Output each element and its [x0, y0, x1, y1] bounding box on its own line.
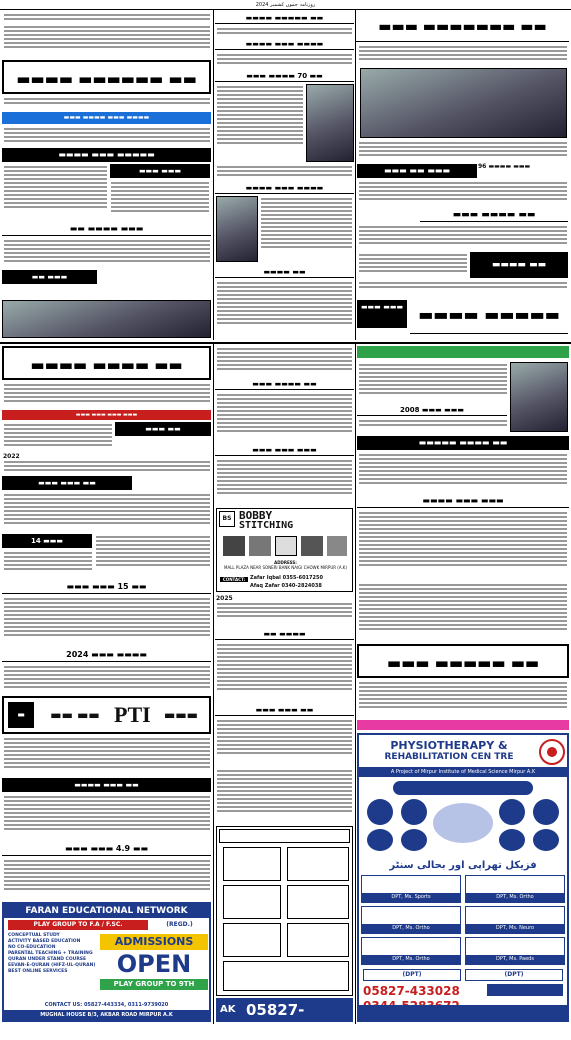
article-text — [358, 452, 568, 492]
doctor-card — [223, 847, 281, 881]
bs-logo-icon: BS — [219, 511, 235, 527]
headline-bar: ▬▬▬ ▬▬ — [115, 422, 211, 436]
article-text — [3, 24, 211, 58]
doctor-title: DPT, Ms. Neuro — [466, 924, 564, 933]
doctor-title: DPT, Ms. Paeds — [466, 955, 564, 964]
faran-education-ad — [2, 902, 211, 1022]
article-text — [358, 44, 568, 66]
feature-item: NO CO-EDUCATION — [8, 945, 56, 950]
headline-top-right: ▬▬▬ ▬▬▬▬▬▬▬ ▬▬ — [356, 12, 569, 42]
bobby-name: BOBBY — [239, 509, 273, 522]
number-2024: 2024 — [66, 650, 89, 659]
headline: ▬▬▬▬ ▬▬ — [215, 266, 354, 278]
number-2025: 2025 — [216, 595, 233, 602]
article-text — [110, 180, 210, 220]
article-text — [358, 582, 568, 642]
article-text — [3, 794, 211, 840]
ad-title — [219, 829, 350, 843]
headline-bar: ▬▬ ▬▬▬ — [2, 270, 97, 284]
article-text — [358, 180, 568, 206]
admissions-label: ADMISSIONS — [100, 934, 208, 950]
headline-box: ▬▬▬ ▬▬▬ — [357, 300, 407, 328]
doctor-card — [287, 885, 349, 919]
contact-1: Zafar Iqbal 0355-6017250 — [250, 575, 323, 581]
headline: ▬▬▬ ▬▬▬▬ ▬▬ — [215, 378, 354, 390]
headline: ▬▬▬ ▬▬▬ ▬▬▬ — [215, 444, 354, 456]
doctor-card — [287, 923, 349, 957]
article-text — [3, 422, 113, 452]
feature-item: EEVAN-E-QURAN (HIFZ-UL-QURAN) — [8, 963, 96, 968]
feature-item: ACTIVITY BASED EDUCATION — [8, 939, 81, 944]
article-text — [216, 52, 353, 68]
contact-2: Afaq Zafar 0340-2824038 — [250, 583, 322, 589]
medical-complex-ad — [216, 826, 353, 996]
headline-large: ▬▬▬▬ ▬▬▬▬▬ — [410, 296, 568, 334]
column-divider — [355, 10, 356, 340]
service-icon — [533, 829, 559, 851]
doctor-title: DPT, Ms. Ortho — [362, 955, 460, 964]
article-text — [216, 718, 353, 766]
article-text — [358, 362, 508, 402]
feature-item: CONCEPTUAL STUDY — [8, 933, 60, 938]
number-2022: 2022 — [3, 453, 20, 460]
article-text — [3, 664, 211, 694]
article-text — [358, 224, 568, 250]
doctor-card — [361, 906, 461, 934]
faran-contact: CONTACT US: 05827-443334, 0311-9739020 — [44, 1002, 169, 1008]
doctor-card — [361, 937, 461, 965]
headline-boxed: ▬▬▬ ▬▬▬▬▬ ▬▬ — [357, 644, 569, 678]
pti-word: PTI — [114, 702, 151, 727]
article-text — [3, 736, 211, 776]
article-text — [216, 164, 353, 180]
logo-icon — [539, 739, 565, 765]
headline: ▬▬▬ ▬▬▬▬ ▬▬ — [420, 208, 568, 222]
address-label: ADDRESS: — [274, 560, 297, 565]
headline: ▬▬▬ ▬▬▬ 15 ▬▬ — [2, 580, 211, 594]
article-text — [95, 534, 211, 578]
feature-item: PARENTAL TEACHING + TRAINING — [8, 951, 93, 956]
doctor-card — [223, 961, 349, 991]
article-text — [3, 492, 211, 532]
portrait-photo — [216, 196, 258, 262]
article-text — [358, 510, 568, 580]
service-icon — [367, 799, 393, 825]
article-text — [358, 680, 568, 716]
physio-title-2: REHABILITATION CEN TRE — [384, 752, 514, 762]
pti-side-label: ▬ — [8, 702, 34, 728]
faran-subtitle: PLAY GROUP TO F.A / F.SC. — [8, 920, 148, 930]
n96-line: 96 ▬▬▬▬ ▬▬▬ — [478, 163, 531, 170]
article-text — [216, 458, 353, 506]
article-text — [3, 596, 211, 646]
article-text — [3, 454, 211, 474]
red-headline: ▬▬▬ ▬▬▬ ▬▬▬ ▬▬▬ — [2, 410, 211, 420]
green-banner — [357, 346, 569, 358]
headline-bar: ▬▬▬ ▬▬▬ ▬▬ — [2, 476, 132, 490]
headline: ▬▬ ▬▬▬▬ ▬▬▬ — [2, 222, 211, 236]
pti-headline-box — [2, 696, 211, 734]
doctor-card — [465, 906, 565, 934]
number-96: 96 — [478, 163, 487, 170]
headline: ▬▬ ▬▬▬▬ — [215, 628, 354, 640]
headline-bar: ▬▬▬ ▬▬▬ — [110, 164, 210, 178]
number-15: 15 — [117, 582, 129, 591]
headline: 2008 ▬▬▬ ▬▬▬ — [357, 404, 507, 416]
article-text — [3, 126, 211, 146]
article-text — [3, 858, 211, 900]
headline: ▬▬▬ ▬▬▬ ▬▬ — [215, 704, 354, 716]
headline-boxed: ▬▬▬▬ ▬▬▬▬ ▬▬ — [2, 346, 211, 380]
doctor-card — [287, 847, 349, 881]
portrait-photo — [306, 84, 354, 162]
service-icon — [499, 799, 525, 825]
article-text — [216, 280, 353, 336]
shirt-icon — [327, 536, 347, 556]
article-text — [216, 392, 353, 442]
column-divider — [213, 10, 214, 340]
physio-urdu-title: فزیکل تھراپی اور بحالی سنٹر — [389, 860, 537, 871]
pti-headline-text: ▬▬▬ — [163, 708, 198, 722]
range-label: PLAY GROUP TO 9TH — [100, 979, 208, 990]
services-title — [393, 781, 533, 795]
contact-label: CONTACT: — [220, 577, 248, 582]
article-text — [216, 642, 353, 702]
doctors-grid — [361, 875, 565, 965]
faran-title: FARAN EDUCATIONAL NETWORK — [4, 904, 209, 918]
headline-bar: ▬▬▬▬ ▬▬▬ ▬▬ — [2, 778, 211, 792]
article-text — [3, 96, 211, 110]
service-icon — [533, 799, 559, 825]
headline-box: ▬▬▬▬ ▬▬ — [470, 252, 568, 278]
meeting-photo — [360, 68, 567, 138]
article-text — [216, 346, 353, 376]
service-icon — [499, 829, 525, 851]
headline-bar: 14 ▬▬▬ — [2, 534, 92, 548]
headline: ▬▬▬▬ ▬▬▬ ▬▬▬ — [357, 494, 569, 508]
doctor-card — [361, 875, 461, 903]
shirt-icon — [249, 536, 271, 556]
article-text — [358, 280, 568, 290]
services-graphic — [363, 781, 563, 855]
scissors-icon — [275, 536, 297, 556]
ak-phone: 05827-452777 — [246, 1001, 309, 1039]
article-text — [216, 84, 304, 162]
group-photo — [2, 300, 211, 338]
article-text — [358, 418, 508, 432]
stitching-name: STITCHING — [239, 520, 294, 531]
article-text — [358, 252, 468, 278]
shirt-icon — [301, 536, 323, 556]
dpt-badge: (DPT) — [363, 969, 461, 981]
dateline: روزنامہ جموں کشمیر 2024 — [0, 0, 571, 10]
article-text — [216, 26, 353, 36]
column-divider — [213, 344, 214, 1024]
article-text — [216, 596, 353, 626]
doctor-title: DPT, Ms. Ortho — [466, 893, 564, 902]
open-label: OPEN — [116, 950, 192, 978]
service-icon — [433, 803, 493, 843]
article-text — [3, 382, 211, 408]
doctor-card — [223, 923, 281, 957]
faran-features — [8, 933, 98, 975]
faran-address: MUGHAL HOUSE B/3, AKBAR ROAD MIRPUR A.K — [4, 1010, 209, 1020]
number-2008: 2008 — [399, 406, 420, 414]
article-text — [3, 238, 211, 268]
portrait-photo — [510, 362, 568, 432]
headline-bar: ▬▬▬▬ ▬▬▬ ▬▬▬▬▬ — [2, 148, 211, 162]
article-text — [3, 550, 93, 578]
bobby-stitching-ad — [216, 508, 353, 592]
doctor-card — [465, 937, 565, 965]
service-icon — [367, 829, 393, 851]
article-text — [3, 12, 211, 22]
page-divider — [0, 342, 571, 344]
dpt-badge: (DPT) — [465, 969, 563, 981]
physio-title-1: PHYSIOTHERAPY & — [390, 739, 508, 752]
logo-mark — [547, 747, 557, 757]
headline: ▬▬▬ ▬▬▬▬ 70 ▬▬ — [215, 70, 354, 82]
article-text — [358, 140, 568, 162]
doctor-card — [223, 885, 281, 919]
physio-subtitle: A Project of Mirpur Institute of Medical Science Mirpur A.K — [359, 767, 567, 777]
column-divider — [355, 344, 356, 1024]
doctor-title: DPT, Ms. Ortho — [362, 924, 460, 933]
doctor-title: DPT, Ms. Sports — [362, 893, 460, 902]
headline: ▬▬▬▬ ▬▬▬ ▬▬▬▬ — [215, 38, 354, 50]
shirt-icon — [223, 536, 245, 556]
article-text — [260, 196, 353, 262]
feature-item: QURAN UNDER STAND COURSE — [8, 957, 87, 962]
headline: ▬▬▬▬ ▬▬▬▬▬ ▬▬ — [215, 12, 354, 24]
pti-headline-text: ▬▬ ▬▬ — [50, 708, 100, 722]
article-text — [216, 768, 353, 824]
ak-prefix: AK — [220, 1004, 236, 1015]
faran-regd: (REGD.) — [166, 921, 193, 928]
headline: 2024 ▬▬▬ ▬▬▬▬ — [2, 648, 211, 662]
headline: ▬▬▬ ▬▬▬ 4.9 ▬▬ — [2, 842, 211, 856]
headline-bar: ▬▬▬▬▬ ▬▬▬▬ ▬▬ — [357, 436, 569, 450]
garment-graphics — [223, 534, 348, 558]
service-icon — [401, 799, 427, 825]
phone-1: 05827-433028 — [363, 984, 460, 998]
feature-item: BEST ONLINE SERVICES — [8, 969, 68, 974]
service-icon — [401, 829, 427, 851]
physiotherapy-ad — [357, 733, 569, 1022]
doctor-card — [465, 875, 565, 903]
pink-banner — [357, 720, 569, 730]
number-4-9: 4.9 — [115, 844, 131, 853]
number-14: 14 — [30, 537, 41, 545]
headline-bar: ▬▬▬ ▬▬ ▬▬▬ — [357, 164, 477, 178]
ak-phone-banner — [216, 998, 353, 1039]
headline: ▬▬▬▬ ▬▬▬ ▬▬▬▬ — [215, 182, 354, 194]
headline-boxed: ▬▬▬▬ ▬▬▬▬▬▬ ▬▬ — [2, 60, 211, 94]
blue-headline: ▬▬▬ ▬▬▬▬ ▬▬▬ ▬▬▬▬ — [2, 112, 211, 124]
number-70: 70 — [297, 72, 308, 80]
article-text — [3, 164, 108, 220]
address-bar — [359, 1005, 567, 1020]
location-bar — [487, 984, 563, 996]
address: MALL PLAZA NEAR SONERI BANK NAIGI CHOWK MIRPUR (A.K) — [224, 565, 347, 570]
